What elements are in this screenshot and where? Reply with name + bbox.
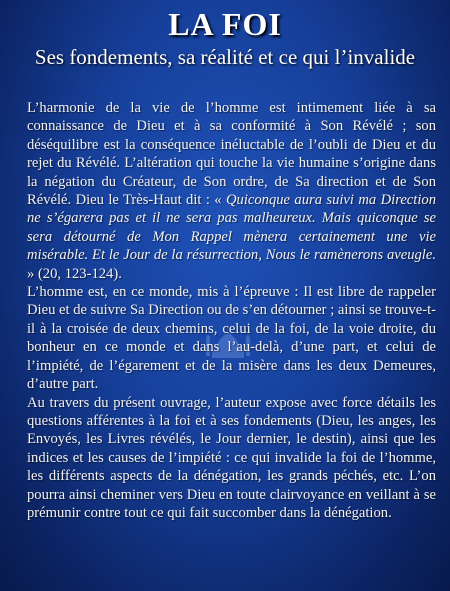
quran-quote: Quiconque aura suivi ma Direction ne s’égarera pas et il ne sera pas malheureux. Mais quiconque se sera détourné de Mon Rappel mènera certainement une vie misérable. Et le Jour de la résurrection, Nous le ramènerons aveugle.: [27, 192, 436, 264]
book-subtitle: Ses fondements, sa réalité et ce qui l’invalide: [34, 45, 416, 69]
paragraph-3: Au travers du présent ouvrage, l’auteur expose avec force détails les questions afférentes à la foi et à ses fondements (Dieu, les anges, les Envoyés, les Livres révélés, le Jour dernier, le destin), ainsi que les indices et les causes de l’impiété : ce qui invalide la foi de l’homme, les différents aspects de la dénégation, les grands péchés, etc. L’on pourra ainsi cheminer vers Dieu en toute clairvoyance en veillant à se prémunir contre tout ce qui fait succomber dans la dénégation.: [27, 394, 436, 521]
paragraph-2: L’homme est, en ce monde, mis à l’épreuve : Il est libre de rappeler Dieu et de suivre Sa Direction ou de s’en détourner ; ainsi se trouve-t-il à la croisée de deux chemins, celui de la foi, de la voie droite, du bonheur en ce monde et dans l’au-delà, d’une part, et celui de l’impiété, de l’égarement et de la misère dans les deux Demeures, d’autre part.: [27, 284, 436, 393]
paragraph-1: [27, 99, 436, 283]
back-cover-text: [27, 99, 436, 522]
paragraph-1-intro: L’harmonie de la vie de l’homme est intimement liée à sa connaissance de Dieu et à sa conformité à Son Révélé ; son déséquilibre est la conséquence inéluctable de l’oubli de Dieu et du rejet du Révélé. L’altération qui touche la vie humaine s’origine dans la négation du Créateur, de Son ordre, de Sa direction et de Son Révélé. Dieu le Très-Haut dit : «: [27, 100, 436, 209]
quote-reference: » (20, 123-124).: [27, 265, 122, 282]
book-title: LA FOI: [168, 6, 282, 42]
